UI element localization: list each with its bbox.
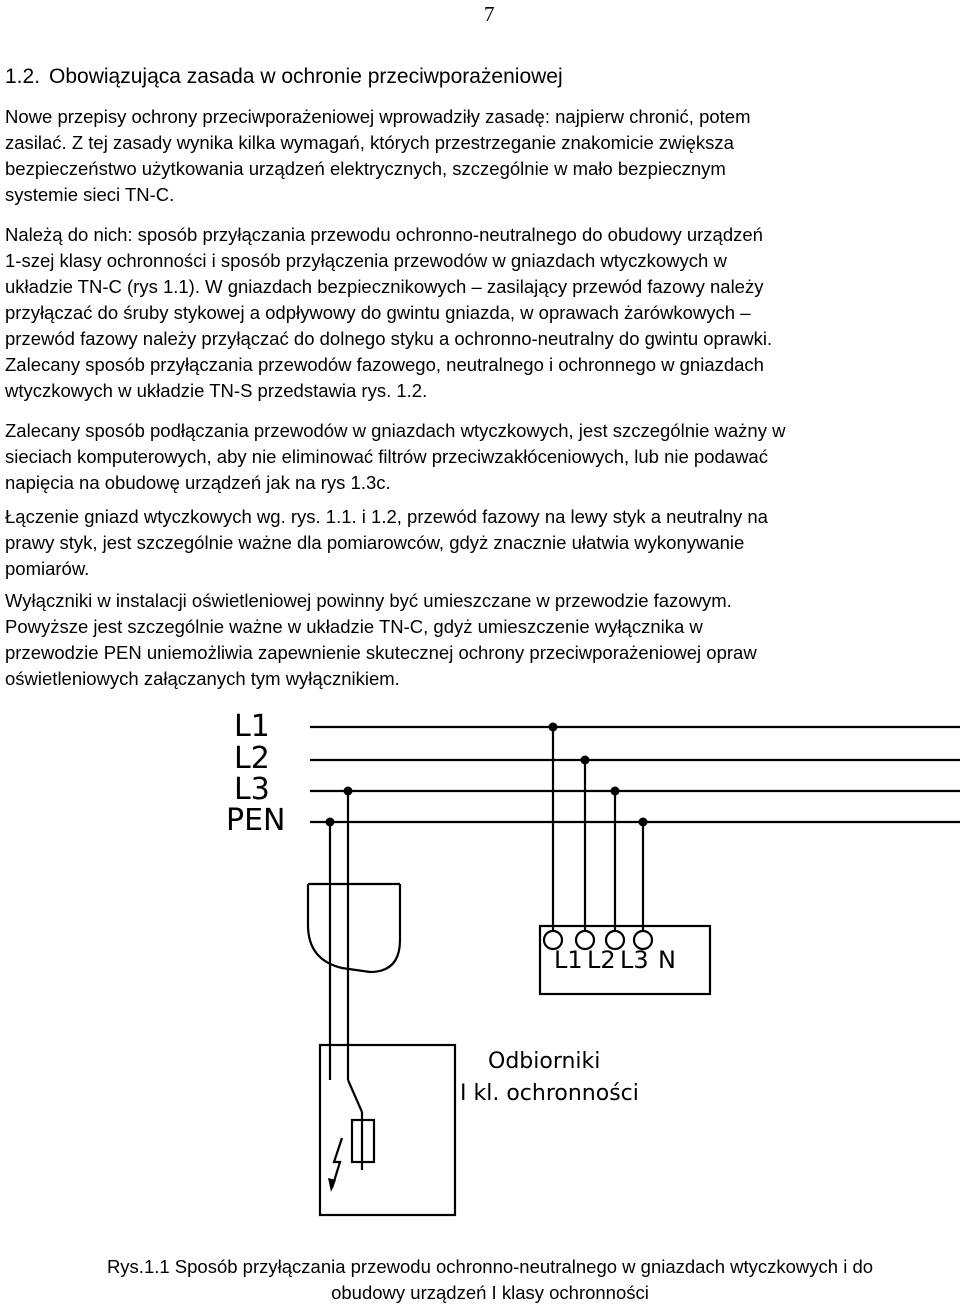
conductor-lines xyxy=(310,727,960,822)
text-line: napięcia na obudowę urządzeń jak na rys 1.3c. xyxy=(5,472,391,493)
text-line: Należą do nich: sposób przyłączania przewodu ochronno-neutralnego do obudowy urządzeń xyxy=(5,224,763,245)
conductor-label-l2: L2 xyxy=(234,741,270,776)
appliance-device xyxy=(308,791,455,1215)
conductor-label-pen: PEN xyxy=(226,803,286,838)
text-line: sieciach komputerowych, aby nie eliminować filtrów przeciwzakłóceniowych, lub nie podawać xyxy=(5,446,768,467)
section-heading xyxy=(5,64,563,90)
section-number: 1.2. xyxy=(5,65,41,88)
socket-label-l2: L2 xyxy=(587,946,616,974)
text-line: Wyłączniki w instalacji oświetleniowej powinny być umieszczane w przewodzie fazowym. xyxy=(5,590,732,611)
paragraph-4 xyxy=(5,504,960,582)
section-title: Obowiązująca zasada w ochronie przeciwporażeniowej xyxy=(49,65,563,88)
paragraph-1 xyxy=(5,104,960,208)
text-line: Zalecany sposób podłączania przewodów w gniazdach wtyczkowych, jest szczególnie ważny w xyxy=(5,420,786,441)
text-line: Powyższe jest szczególnie ważne w układzie TN-C, gdyż umieszczenie wyłącznika w xyxy=(5,616,703,637)
caption-line-2: obudowy urządzeń I klasy ochronności xyxy=(331,1282,649,1303)
text-line: oświetleniowych załączanych tym wyłącznikiem. xyxy=(5,668,400,689)
wiring-diagram xyxy=(210,700,960,1220)
text-line: bezpieczeństwo użytkowania urządzeń elektrycznych, szczególnie w mało bezpiecznym xyxy=(5,158,726,179)
text-line: 1-szej klasy ochronności i sposób przyłączenia przewodów w gniazdach wtyczkowych w xyxy=(5,250,727,271)
conductor-label-l1: L1 xyxy=(234,709,270,744)
text-line: wtyczkowych w układzie TN-S przedstawia rys. 1.2. xyxy=(5,380,428,401)
text-line: Zalecany sposób przyłączania przewodów fazowego, neutralnego i ochronnego w gniazdach xyxy=(5,354,764,375)
caption-line-1: Rys.1.1 Sposób przyłączania przewodu ochronno-neutralnego w gniazdach wtyczkowych i do xyxy=(106,1256,874,1277)
text-line: zasilać. Z tej zasady wynika kilka wymagań, których przestrzeganie znakomicie zwiększa xyxy=(5,132,734,153)
text-line: pomiarów. xyxy=(5,558,90,579)
socket-label-n: N xyxy=(658,946,676,974)
text-line: przewód fazowy należy przyłączać do dolnego styku a ochronno-neutralny do gwintu oprawki. xyxy=(5,328,773,349)
device-label-line1: Odbiorniki xyxy=(488,1049,601,1074)
socket-label-l3: L3 xyxy=(620,946,649,974)
paragraph-3 xyxy=(5,418,960,496)
text-line: prawy styk, jest szczególnie ważne dla pomiarowców, gdyż znacznie ułatwia wykonywanie xyxy=(5,532,745,553)
device-label-line2: I kl. ochronności xyxy=(460,1081,639,1106)
socket-label-l1: L1 xyxy=(554,946,583,974)
socket-wires xyxy=(553,727,643,930)
text-line: Łączenie gniazd wtyczkowych wg. rys. 1.1. i 1.2, przewód fazowy na lewy styk a neutralny na xyxy=(5,506,768,527)
text-line: Nowe przepisy ochrony przeciwporażeniowej wprowadziły zasadę: najpierw chronić, potem xyxy=(5,106,751,127)
paragraph-2 xyxy=(5,222,960,404)
figure-caption xyxy=(0,1254,960,1306)
text-line: systemie sieci TN-C. xyxy=(5,184,175,205)
socket-labels xyxy=(554,946,676,974)
conductor-label-l3: L3 xyxy=(234,772,270,807)
page-number: 7 xyxy=(484,2,495,26)
text-line: przewodzie PEN uniemożliwia zapewnienie skutecznej ochrony przeciwporażeniowej opraw xyxy=(5,642,757,663)
junction-dots xyxy=(326,723,648,827)
paragraph-5 xyxy=(5,588,960,692)
hazard-arrowhead xyxy=(328,1178,336,1192)
text-line: przyłączać do śruby stykowej a odpływowy do gwintu gniazda, w oprawach żarówkowych – xyxy=(5,302,751,323)
text-line: układzie TN-C (rys 1.1). W gniazdach bezpiecznikowych – zasilający przewód fazowy należy xyxy=(5,276,764,297)
